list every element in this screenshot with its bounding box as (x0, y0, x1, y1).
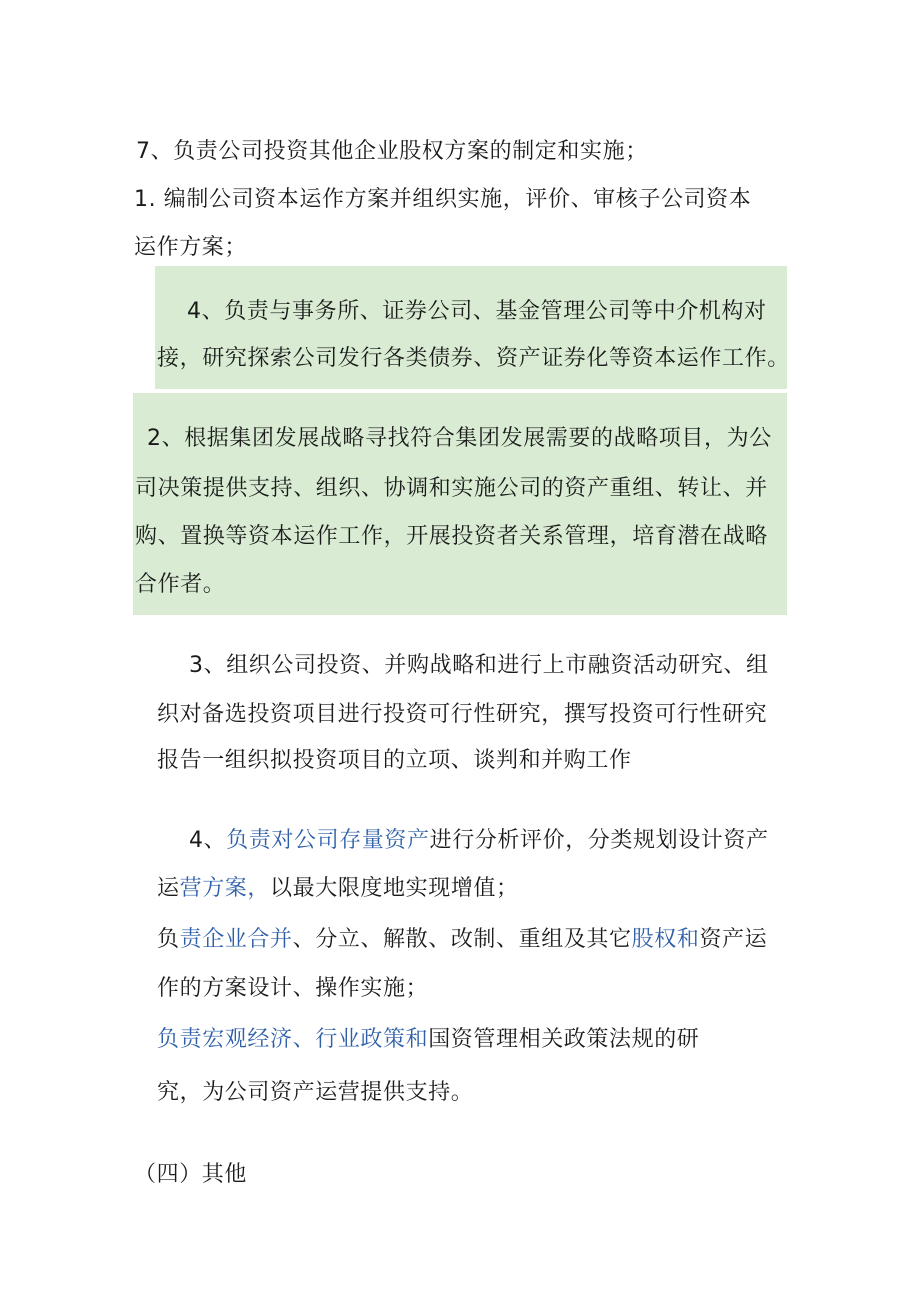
merge-line1 (157, 925, 767, 955)
item2-line2: 司决策提供支持、组织、协调和实施公司的资产重组、转让、并 (135, 476, 768, 501)
merge-text-e: 资产运 (699, 927, 768, 952)
item3-line3: 报告一组织拟投资项目的立项、谈判和并购工作 (157, 748, 632, 773)
item7-line1: 7、负责公司投资其他企业股权方案的制定和实施； (136, 139, 648, 164)
item4b-text2c: 以最大限度地实现增值； (270, 876, 519, 901)
item3-line2: 织对备选投资项目进行投资可行性研究，撰写投资可行性研究 (157, 702, 768, 727)
item4b-line2 (157, 874, 519, 904)
policy-text: 国资管理相关政策法规的研 (428, 1027, 700, 1052)
merge-link-equity: 股权和 (631, 927, 700, 952)
item2-line1: 2、根据集团发展战略寻找符合集团发展需要的战略项目，为公 (147, 426, 772, 451)
item4b-link-existing-assets: 负责对公司存量资产 (226, 828, 430, 853)
merge-link-enterprise-merge: 责企业合并 (179, 927, 293, 952)
item2-line3: 购、置换等资本运作工作，开展投资者关系管理，培育潜在战略 (135, 524, 768, 549)
item4b-line1 (189, 826, 769, 856)
policy-link-macro-economy: 负责宏观经济、行业政策和 (157, 1027, 429, 1052)
merge-text-c: 、分立、解散、改制、重组及其它 (292, 927, 632, 952)
item3-line1: 3、组织公司投资、并购战略和进行上市融资活动研究、组 (189, 653, 769, 678)
item2-line4: 合作者。 (135, 572, 226, 597)
item4b-text: 进行分析评价，分类规划设计资产 (429, 828, 769, 853)
policy-line2: 究，为公司资产运营提供支持。 (157, 1080, 474, 1105)
item4a-line1: 4、负责与事务所、证券公司、基金管理公司等中介机构对 (187, 299, 767, 324)
item4b-text2a: 运 (157, 876, 180, 901)
section4-title: （四）其他 (134, 1162, 248, 1187)
item1-line1: 1. 编制公司资本运作方案并组织实施，评价、审核子公司资本 (134, 187, 752, 212)
item4b-number: 4、 (189, 828, 227, 853)
merge-text-a: 负 (157, 927, 180, 952)
item4b-link-operation-plan: 营方案， (179, 876, 271, 901)
item4a-line2: 接，研究探索公司发行各类债券、资产证券化等资本运作工作。 (157, 346, 790, 371)
merge-line2: 作的方案设计、操作实施； (157, 976, 429, 1001)
item1-line2: 运作方案； (134, 235, 248, 260)
policy-line1 (157, 1025, 699, 1055)
